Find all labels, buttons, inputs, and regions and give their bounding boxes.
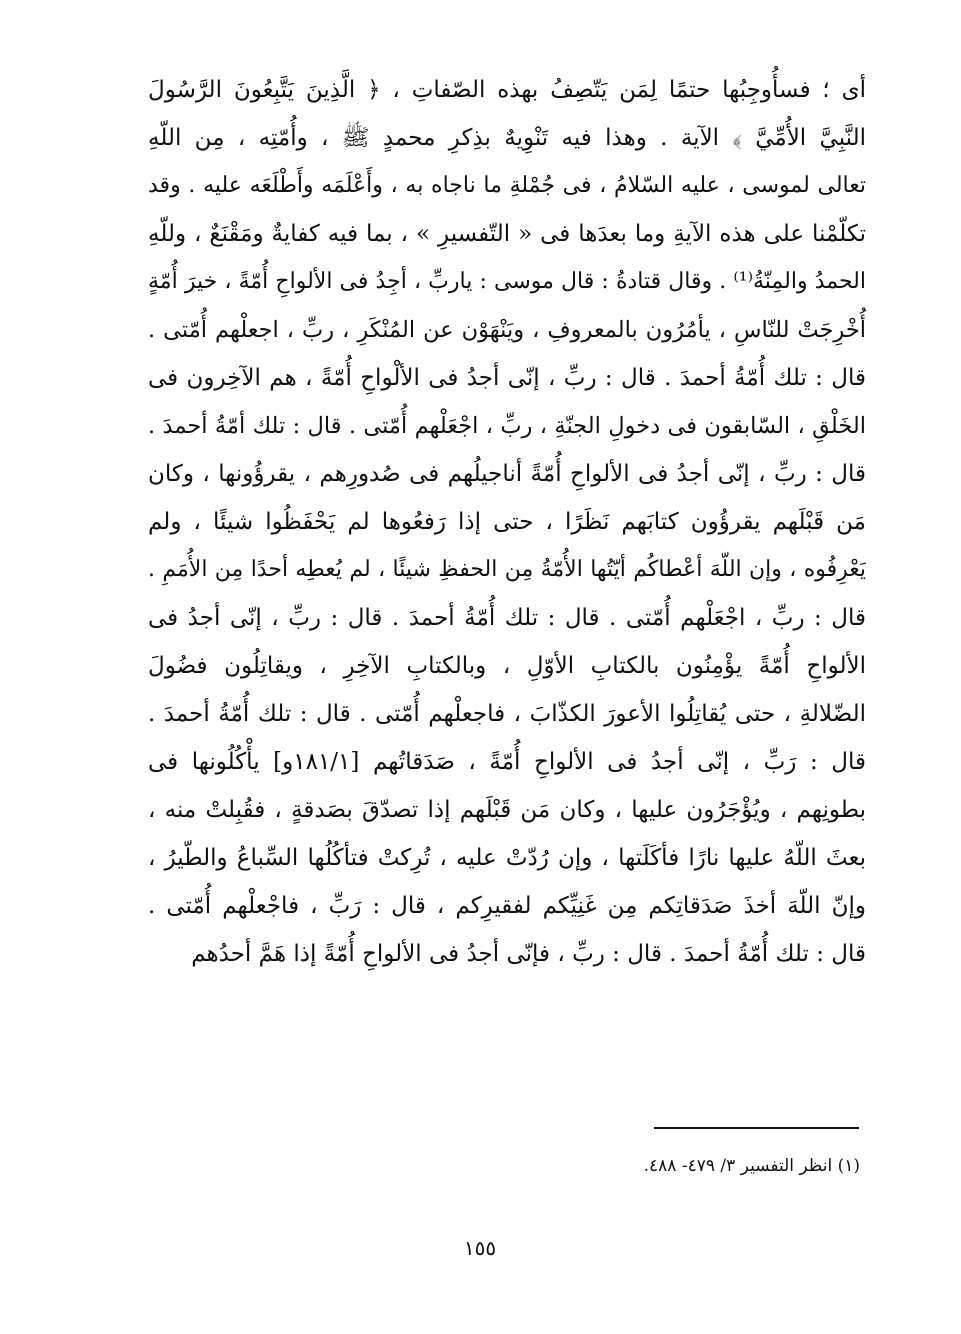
- text-line-14: الضّلالةِ ، حتى يُقاتِلُوا الأعورَ الكذّابَ ، فاجعلْهم أُمّتى . قال : تلك أُمّةُ أحمدَ .: [148, 701, 866, 727]
- text-line-7: قال : تلك أُمّةُ أحمدَ . قال : ربِّ ، إنّى أجدُ فى الألْواحِ أُمّةً ، هم الآخِرون فى: [148, 365, 866, 391]
- text-line-16: بطونِهم ، ويُؤْجَرُون عليها ، وكان مَن قَبْلَهم إذا تصدّقَ بصَدقةٍ ، فقُبِلتْ منه ،: [148, 797, 866, 823]
- text-line-19: قال : تلك أُمّةُ أحمدَ . قال : ربِّ ، فإنّى أجدُ فى الألواحِ أُمّةً إذا هَمَّ أحدُهم: [191, 941, 866, 967]
- text-line-11: يَعْرِفُوه ، وإن اللّهَ أعْطاكُم أيّتُها الأُمّةُ مِن الحفظِ شيئًا ، لم يُعطِه أحدًا مِن الأُمَمِ .: [148, 557, 866, 582]
- text-line-5: الحمدُ والمِنّةُ⁽¹⁾ . وقال قتادةُ : قال موسى : ياربِّ ، أجِدُ فى الألواحِ أُمّةً ، خيرَ أُمّةٍ: [148, 269, 866, 294]
- text-line-17: بعثَ اللّهُ عليها نارًا فأكَلَتها ، وإن رُدّتْ عليه ، تُرِكتْ فتأكُلُها السِّباعُ والطّيرُ ،: [148, 845, 866, 871]
- text-line-4: تكلّمْنا على هذه الآيةِ وما بعدَها فى « التّفسيرِ » ، بما فيه كفايةٌ ومَقْنَعٌ ، وللّهِ: [148, 221, 866, 247]
- text-line-18: وإنّ اللّهَ أخذَ صَدَقاتِكم مِن غَنِيِّكم لفقيرِكم ، قال : رَبِّ ، فاجْعلْهم أُمّتى .: [148, 893, 866, 919]
- text-line-3: تعالى لموسى ، عليه السّلامُ ، فى جُمْلةِ ما ناجاه به ، وأَعْلَمَه وأَطْلَعَه عليه . وقد: [148, 173, 866, 198]
- footnote: (١) انظر التفسير ٣/ ٤٧٩- ٤٨٨.: [643, 1156, 860, 1176]
- text-line-13: الألواحِ أُمّةً يؤْمِنُون بالكتابِ الأوّلِ ، وبالكتابِ الآخِرِ ، ويقاتِلُون فضُولَ: [148, 653, 866, 679]
- text-line-1: أى ؛ فسأُوجِبُها حتمًا لِمَن يَتّصِفُ بهذه الصّفاتِ ، ﴿ الَّذِينَ يَتَّبِعُونَ الرَّسُولَ: [148, 77, 866, 103]
- text-line-10: مَن قَبْلَهم يقرؤُون كتابَهم نَظَرًا ، حتى إذا رَفعُوها لم يَحْفَظُوا شيئًا ، ولم: [148, 509, 866, 535]
- text-line-12: قال : ربِّ ، اجْعَلْهم أُمّتى . قال : تلك أُمّةُ أحمدَ . قال : ربِّ ، إنّى أجدُ فى: [148, 605, 866, 631]
- footnote-separator: [654, 1127, 859, 1129]
- main-text-block: [148, 66, 866, 978]
- text-line-2: النَّبِيَّ الأُمِّيَّ ﴾ الآية . وهذا فيه تَنْوِيهٌ بذِكرِ محمدٍ ﷺ ، وأُمّتِه ، مِن اللّهِ: [148, 125, 866, 151]
- text-line-15: قال : رَبِّ ، إنّى أجدُ فى الألواحِ أُمّةً ، صَدَقاتُهم [١٨١/١و] يأْكُلُونها فى: [148, 749, 866, 775]
- page-number: ١٥٥: [463, 1236, 497, 1260]
- text-line-6: أُخْرِجَتْ للنّاسِ ، يأمُرُون بالمعروفِ ، ويَنْهَوْن عن المُنْكَرِ ، ربِّ ، اجعلْهم أُمّتى .: [148, 317, 866, 343]
- text-line-9: قال : ربِّ ، إنّى أجدُ فى الألواحِ أُمّةً أناجيلُهم فى صُدورِهم ، يقرؤُونها ، وكان: [148, 461, 866, 487]
- text-line-8: الخَلْقِ ، السّابقون فى دخولِ الجنّةِ ، ربِّ ، اجْعَلْهم أُمّتى . قال : تلك أمّةُ أحمدَ .: [148, 413, 866, 439]
